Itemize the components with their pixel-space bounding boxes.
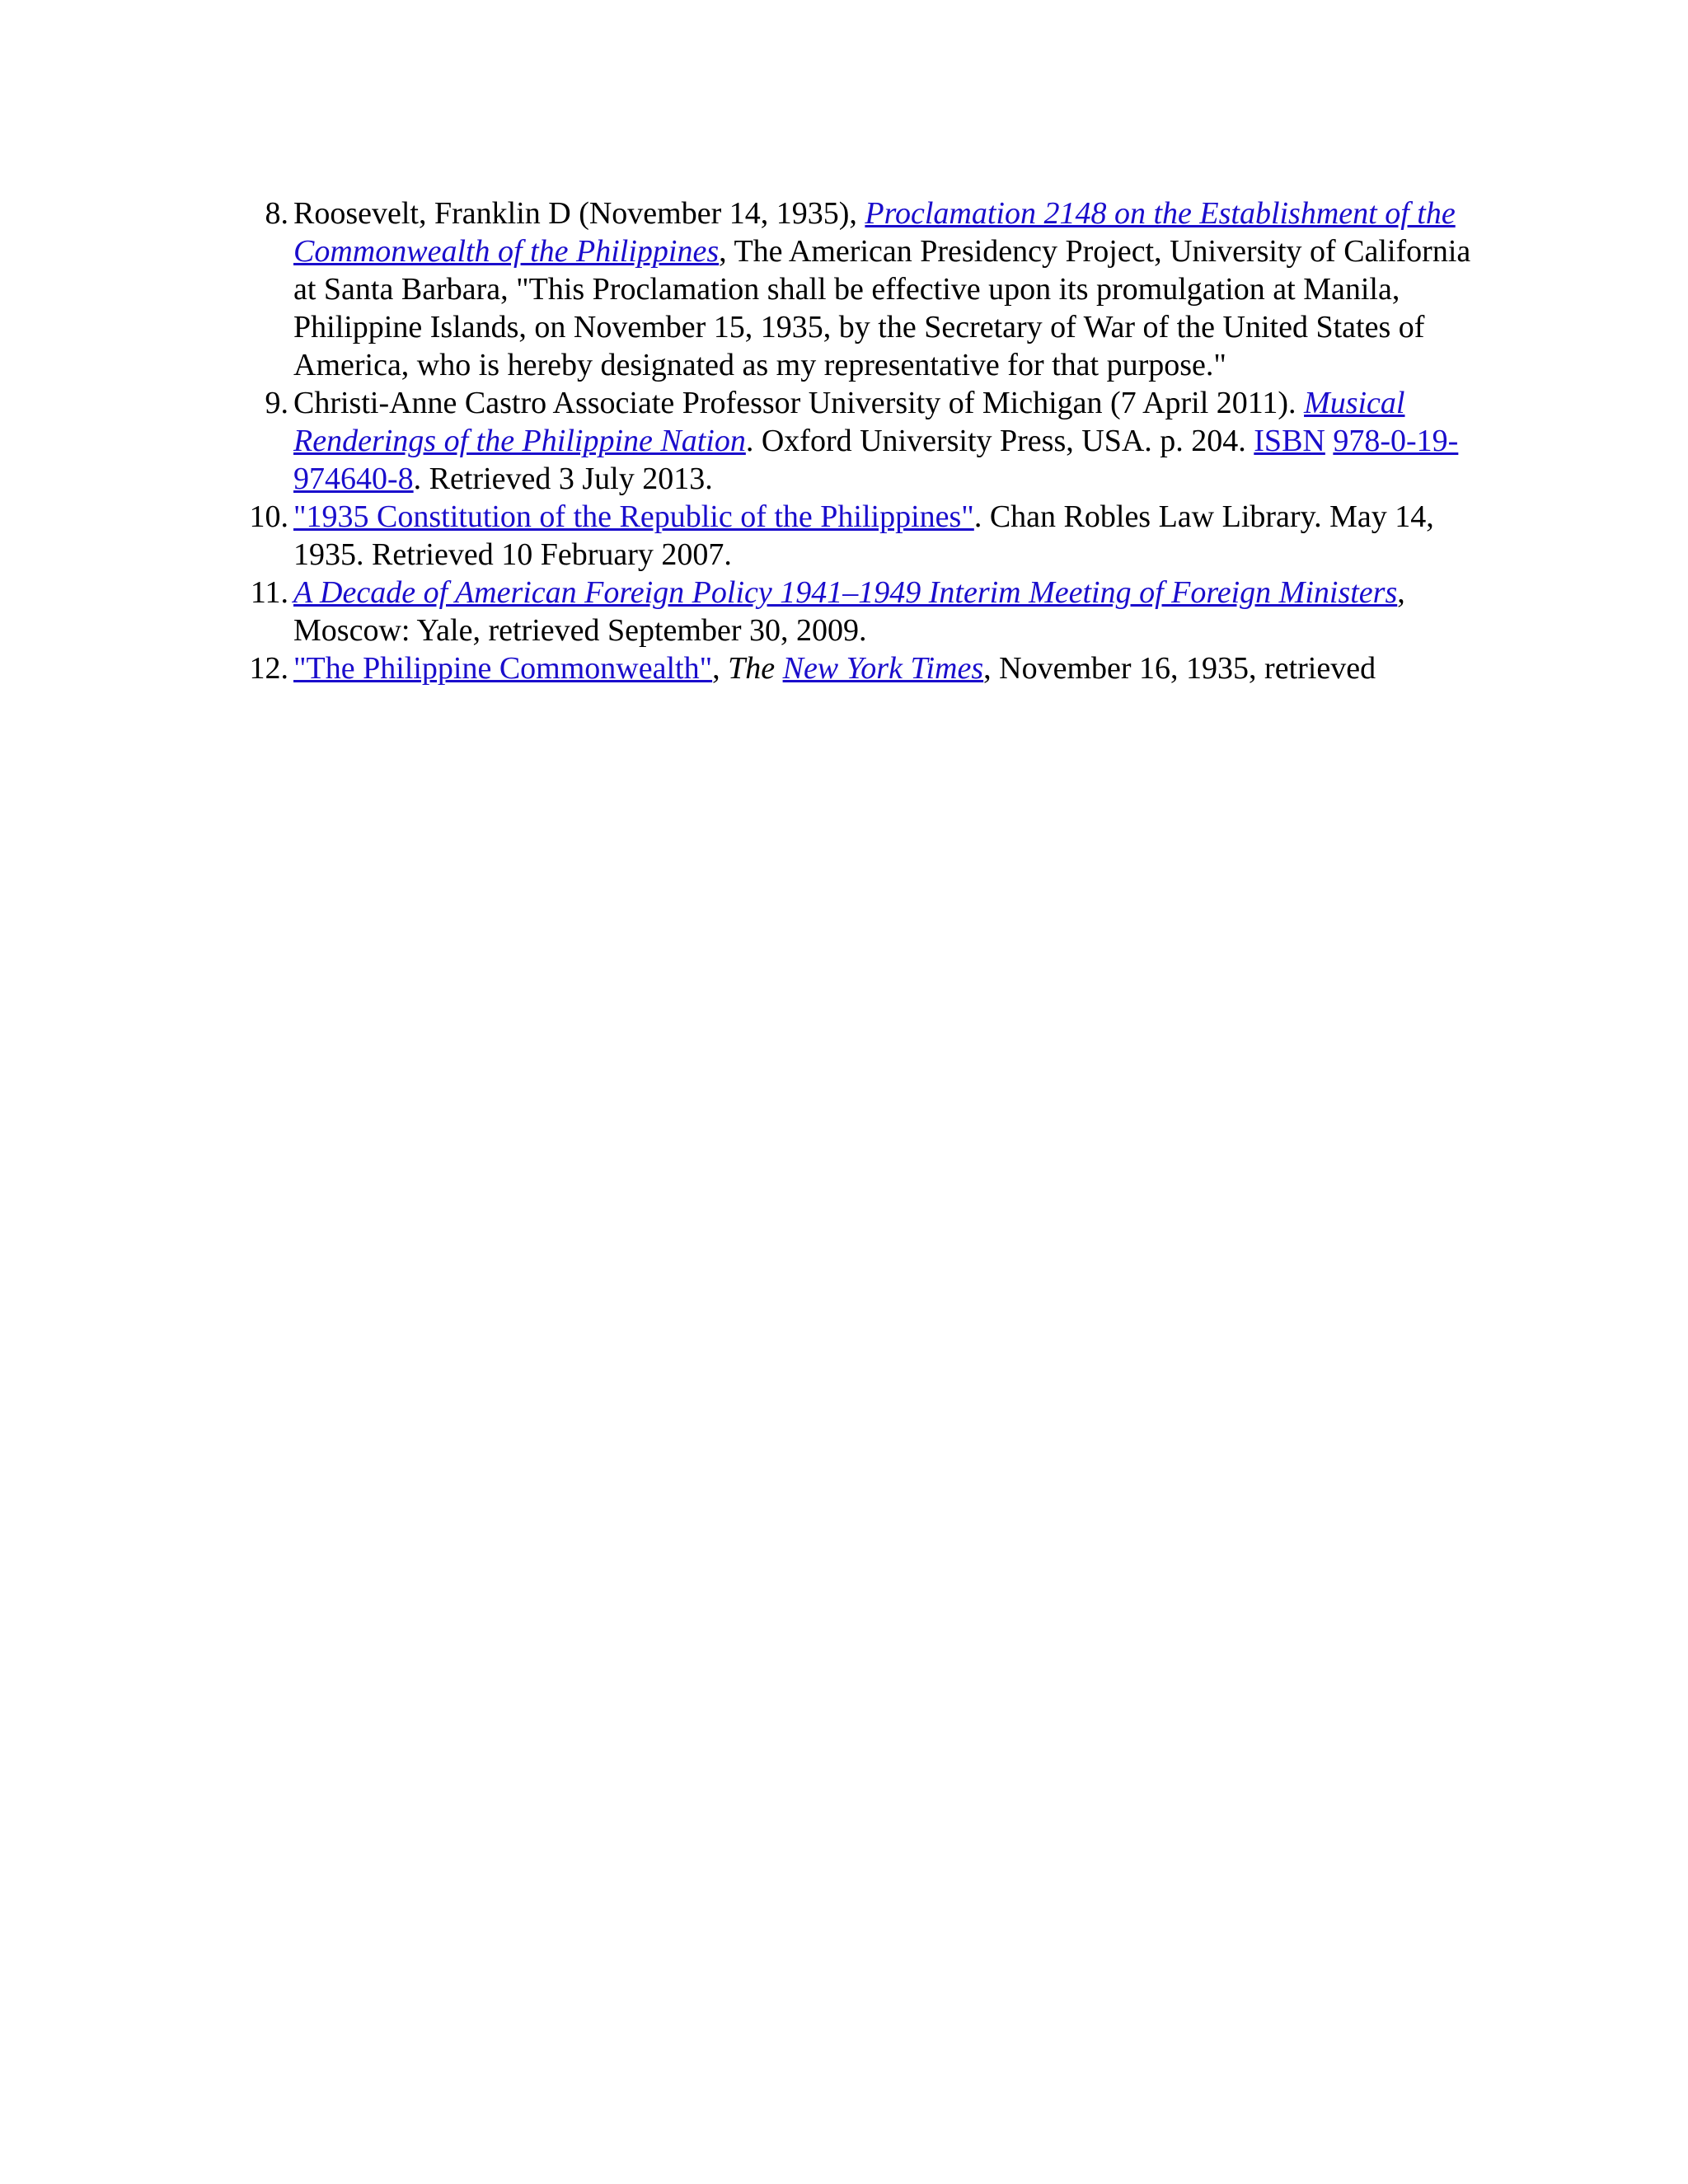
reference-number: 11. — [250, 575, 288, 610]
reference-item-8 — [239, 194, 1492, 384]
reference-text: Roosevelt, Franklin D (November 14, 1935), — [293, 196, 865, 231]
isbn-number-link[interactable]: 978-0-19-974640-8 — [293, 424, 1459, 496]
isbn-link[interactable]: ISBN — [1254, 424, 1325, 458]
reference-text: , — [712, 651, 729, 686]
constitution-1935-link[interactable]: "1935 Constitution of the Republic of the Philippines" — [293, 499, 974, 534]
reference-text: . Chan Robles Law Library. May 14, 1935. Retrieved 10 February 2007. — [293, 499, 1434, 572]
philippine-commonwealth-link[interactable]: "The Philippine Commonwealth" — [293, 651, 713, 686]
proclamation-2148-link[interactable]: Proclamation 2148 on the Establishment of the Commonwealth of the Philippines — [293, 196, 1456, 269]
reference-text: , November 16, 1935, retrieved — [983, 651, 1376, 686]
reference-list — [239, 194, 1492, 687]
decade-foreign-policy-link[interactable]: A Decade of American Foreign Policy 1941–1949 Interim Meeting of Foreign Ministers — [293, 575, 1398, 610]
reference-number: 12. — [249, 651, 288, 686]
reference-text: . Oxford University Press, USA. p. 204. — [745, 424, 1254, 458]
reference-item-11 — [239, 574, 1492, 649]
reference-number: 10. — [249, 499, 288, 534]
new-york-times-link[interactable]: New York Times — [782, 651, 984, 686]
reference-number: 9. — [265, 386, 288, 420]
reference-item-12 — [239, 649, 1492, 687]
reference-number: 8. — [265, 196, 288, 231]
musical-renderings-link[interactable]: Musical Renderings of the Philippine Nation — [293, 386, 1405, 458]
reference-text: , The American Presidency Project, University of California at Santa Barbara, "This Proclamation shall be effective upon its promulgation at Manila, Philippine Islands, on November 15, 1935, by the Secretary of War of the United States of America, who is hereby designated as my representative for that purpose." — [293, 234, 1471, 382]
reference-text: , Moscow: Yale, retrieved September 30, 2009. — [293, 575, 1405, 648]
reference-text: . Retrieved 3 July 2013. — [413, 462, 713, 496]
reference-item-10 — [239, 498, 1492, 574]
reference-item-9 — [239, 384, 1492, 498]
reference-italic-text: The — [728, 651, 776, 686]
reference-text: Christi-Anne Castro Associate Professor University of Michigan (7 April 2011). — [293, 386, 1305, 420]
